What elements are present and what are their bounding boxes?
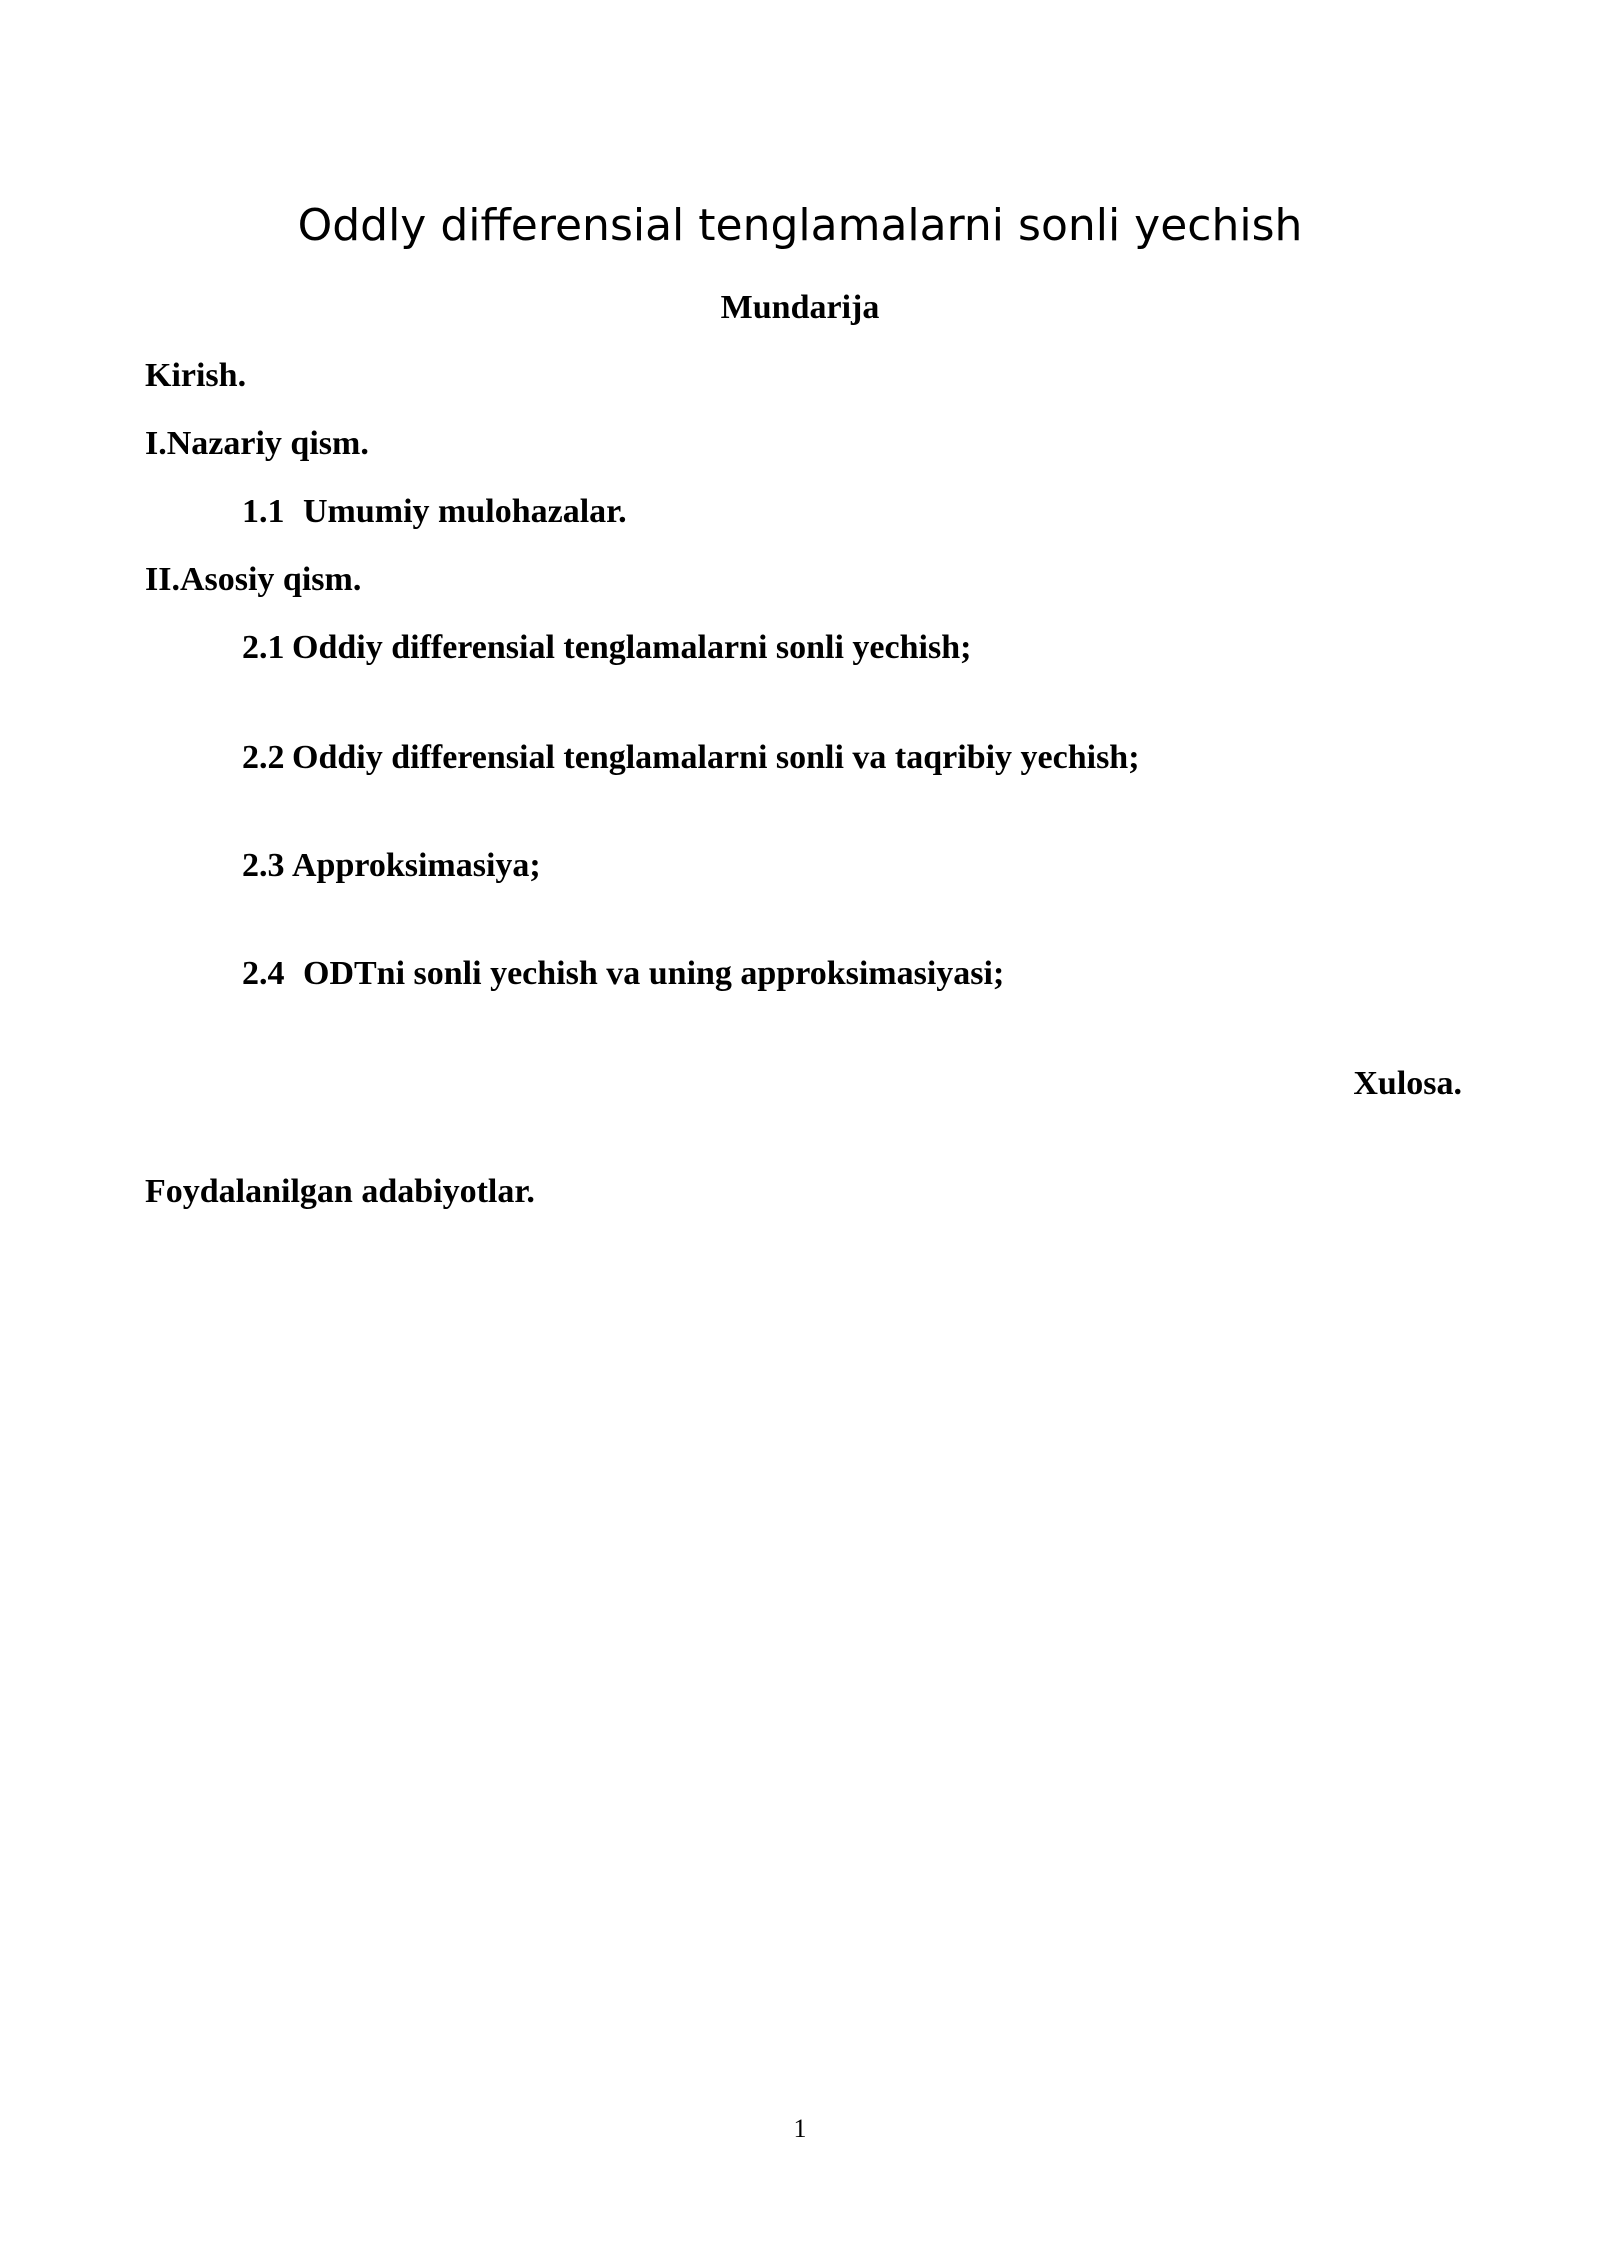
- toc-item-text: Xulosa.: [1353, 1065, 1462, 1102]
- toc-heading: Mundarija: [720, 289, 880, 326]
- toc-item-2-3: [242, 844, 541, 888]
- toc-item-text: ODTni sonli yechish va uning approksimasiyasi;: [303, 955, 1005, 992]
- page-number: 1: [793, 2114, 807, 2143]
- toc-item-2-4: [242, 952, 1004, 996]
- toc-item-text: Kirish.: [145, 357, 247, 394]
- toc-item-number: 1.1: [242, 493, 285, 530]
- document-title: Oddly differensial tenglamalarni sonli yechish: [297, 200, 1303, 251]
- toc-item-1-1: [242, 490, 627, 534]
- toc-item-number: 2.2: [242, 739, 285, 776]
- toc-item-nazariy-qism: [145, 422, 369, 466]
- toc-item-text: Umumiy mulohazalar.: [303, 493, 627, 530]
- toc-item-2-1: [242, 626, 971, 670]
- toc-item-xulosa: [1353, 1062, 1462, 1106]
- toc-item-number: 2.3: [242, 847, 285, 884]
- toc-item-kirish: [145, 354, 246, 398]
- toc-item-text: II.Asosiy qism.: [145, 561, 362, 598]
- toc-item-text: Foydalanilgan adabiyotlar.: [145, 1173, 535, 1210]
- toc-item-text: Approksimasiya;: [292, 847, 541, 884]
- toc-item-2-2: [242, 736, 1140, 780]
- toc-item-foydalanilgan-adabiyotlar: [145, 1170, 535, 1214]
- toc-item-asosiy-qism: [145, 558, 361, 602]
- toc-item-text: Oddiy differensial tenglamalarni sonli va taqribiy yechish;: [292, 739, 1140, 776]
- toc-item-number: 2.1: [242, 629, 285, 666]
- toc-item-text: I.Nazariy qism.: [145, 425, 369, 462]
- toc-item-number: 2.4: [242, 955, 285, 992]
- toc-item-text: Oddiy differensial tenglamalarni sonli yechish;: [292, 629, 972, 666]
